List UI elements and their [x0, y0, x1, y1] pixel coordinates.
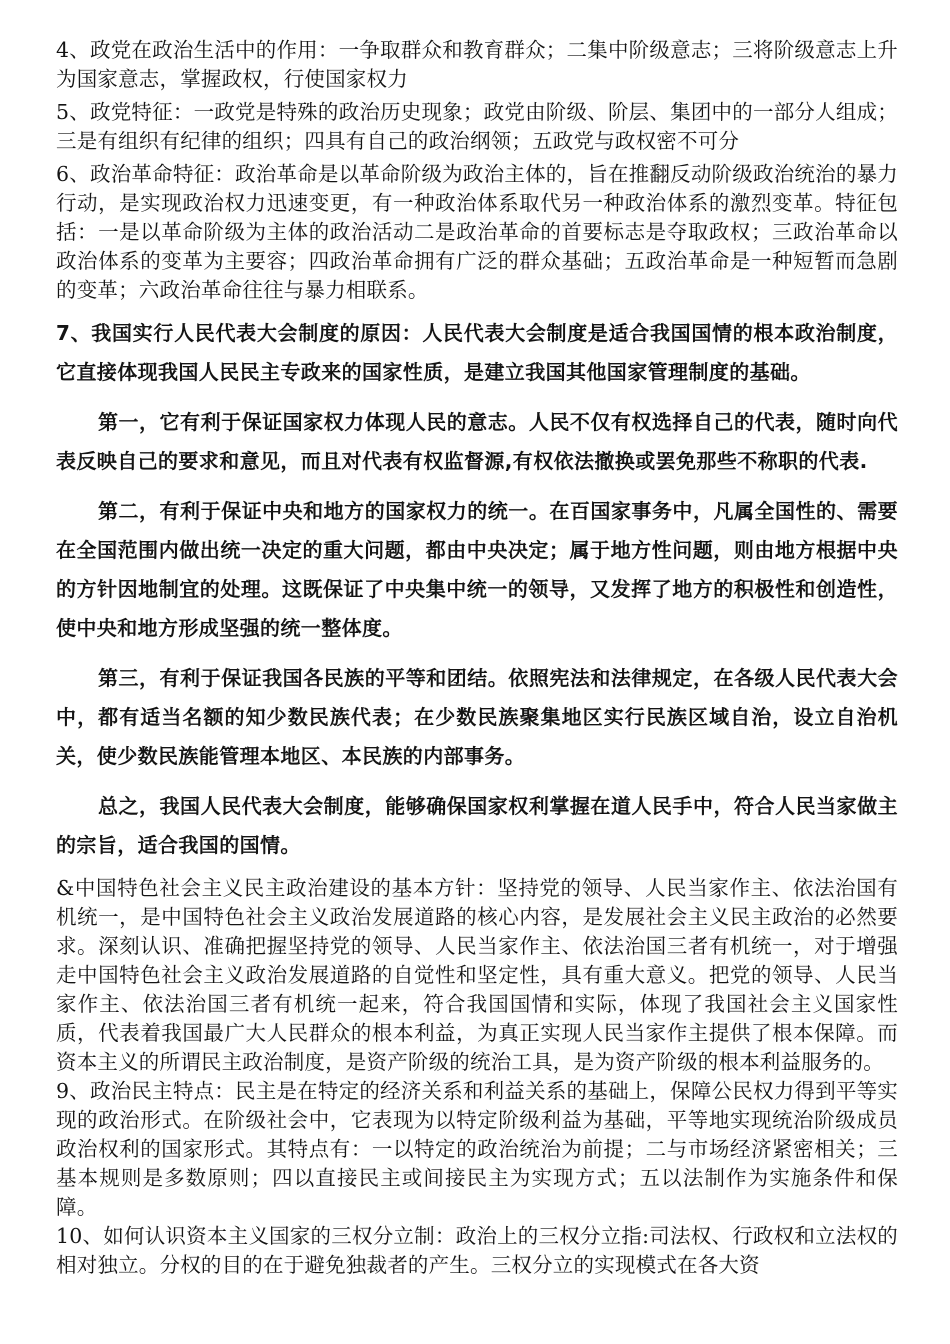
paragraph-conclusion: 总之，我国人民代表大会制度，能够确保国家权利掌握在道人民手中，符合人民当家做主的宗旨，适合我国的国情。	[56, 794, 898, 857]
paragraph-second-reason: 第二，有利于保证中央和地方的国家权力的统一。在百国家事务中，凡属全国性的、需要在全国范围内做出统一决定的重大问题，都由中央决定；属于地方性问题，则由地方根据中央的方针因地制宜的处理。这既保证了中央集中统一的领导，又发挥了地方的积极性和创造性，使中央和地方形成坚强的统一整体度。	[56, 499, 898, 640]
paragraph-third-reason: 第三，有利于保证我国各民族的平等和团结。依照宪法和法律规定，在各级人民代表大会中，都有适当名额的知少数民族代表；在少数民族聚集地区实行民族区域自治，设立自治机关，使少数民族能管理本地区、本民族的内部事务。	[56, 666, 898, 768]
paragraph-6-revolution-features: 6、政治革命特征：政治革命是以革命阶级为政治主体的，旨在推翻反动阶级政治统治的暴力行动，是实现政治权力迅速变更，有一种政治体系取代另一种政治体系的激烈变革。特征包括：一是以革命阶级为主体的政治活动二是政治革命的首要标志是夺取政权；三政治革命以政治体系的变革为主要容；四政治革命拥有广泛的群众基础；五政治革命是一种短暂而急剧的变革；六政治革命往往与暴力相联系。	[56, 162, 898, 302]
paragraph-10-separation-of-powers: 10、如何认识资本主义国家的三权分立制：政治上的三权分立指:司法权、行政权和立法权的相对独立。分权的目的在于避免独裁者的产生。三权分立的实现模式在各大资	[56, 1224, 898, 1277]
paragraph-5-party-features: 5、政党特征：一政党是特殊的政治历史现象；政党由阶级、阶层、集团中的一部分人组成；三是有组织有纪律的组织；四具有自己的政治纲领；五政党与政权密不可分	[56, 100, 898, 153]
paragraph-9-democracy-features: 9、政治民主特点：民主是在特定的经济关系和利益关系的基础上，保障公民权力得到平等实现的政治形式。在阶级社会中，它表现为以特定阶级利益为基础，平等地实现统治阶级成员政治权利的国家形式。其特点有：一以特定的政治统治为前提；二与市场经济紧密相关；三基本规则是多数原则；四以直接民主或间接民主为实现方式；五以法制作为实施条件和保障。	[56, 1079, 898, 1219]
paragraph-4-party-role: 4、政党在政治生活中的作用：一争取群众和教育群众；二集中阶级意志；三将阶级意志上升为国家意志，掌握政权，行使国家权力	[56, 38, 898, 91]
paragraph-first-reason: 第一，它有利于保证国家权力体现人民的意志。人民不仅有权选择自己的代表，随时向代表反映自己的要求和意见，而且对代表有权监督源,有权依法撤换或罢免那些不称职的代表.	[56, 410, 898, 473]
paragraph-8-democratic-politics: &中国特色社会主义民主政治建设的基本方针：坚持党的领导、人民当家作主、依法治国有机统一，是中国特色社会主义政治发展道路的核心内容，是发展社会主义民主政治的必然要求。深刻认识、准确把握坚持党的领导、人民当家作主、依法治国三者有机统一，对于增强走中国特色社会主义政治发展道路的自觉性和坚定性，具有重大意义。把党的领导、人民当家作主、依法治国三者有机统一起来，符合我国国情和实际，体现了我国社会主义国家性质，代表着我国最广大人民群众的根本利益，为真正实现人民当家作主提供了根本保障。而资本主义的所谓民主政治制度，是资产阶级的统治工具，是为资产阶级的根本利益服务的。	[56, 876, 898, 1074]
paragraph-7-congress-system: 7、我国实行人民代表大会制度的原因：人民代表大会制度是适合我国国情的根本政治制度，它直接体现我国人民民主专政来的国家性质，是建立我国其他国家管理制度的基础。	[56, 321, 898, 384]
